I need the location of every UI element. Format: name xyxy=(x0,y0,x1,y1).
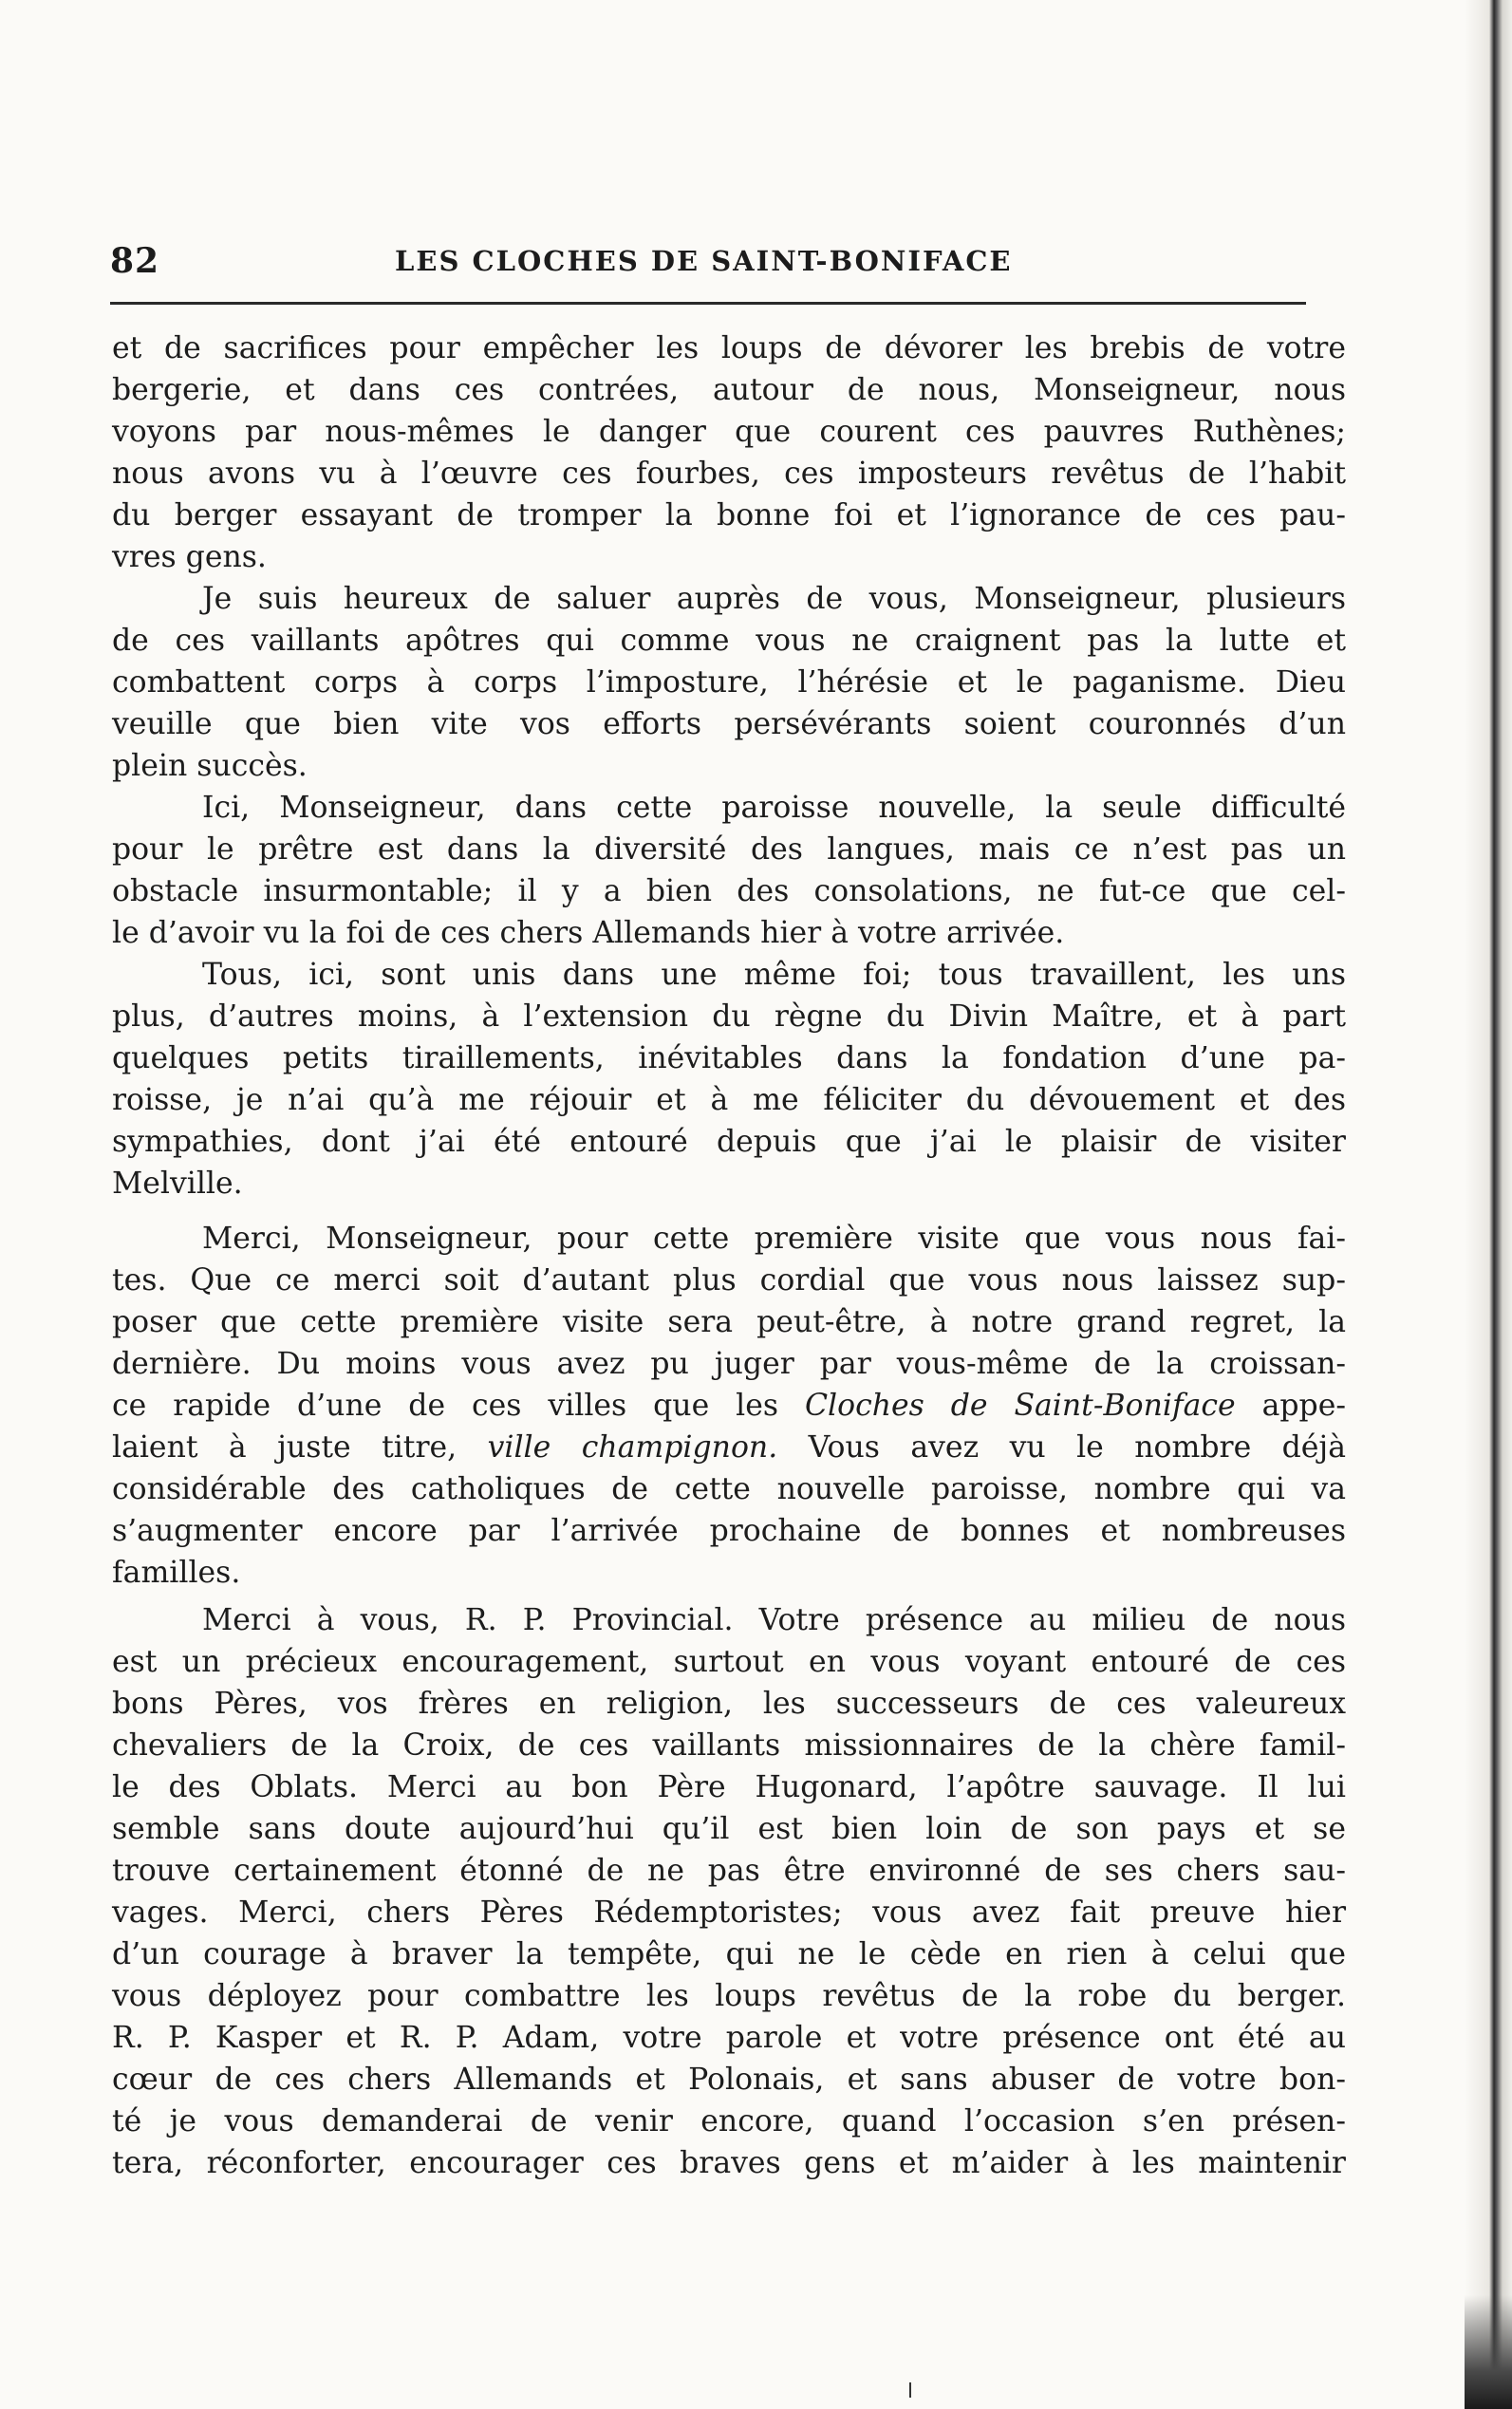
body-text xyxy=(112,327,1346,2184)
text-line: dernière. Du moins vous avez pu juger par vous-même de la croissan- xyxy=(112,1347,1346,1381)
text-line: té je vous demanderai de venir encore, quand l’occasion s’en présen- xyxy=(112,2104,1346,2138)
text-line: combattent corps à corps l’imposture, l’hérésie et le paganisme. Dieu xyxy=(112,665,1346,700)
text-line: bergerie, et dans ces contrées, autour de nous, Monseigneur, nous xyxy=(112,373,1346,407)
page-header xyxy=(110,237,1306,294)
text-line: Tous, ici, sont unis dans une même foi; tous travaillent, les uns xyxy=(202,958,1346,992)
text-line: d’un courage à braver la tempête, qui ne le cède en rien à celui que xyxy=(112,1937,1346,1971)
text-line: cœur de ces chers Allemands et Polonais, et sans abuser de votre bon- xyxy=(112,2063,1346,2097)
text-line: poser que cette première visite sera peut-être, à notre grand regret, la xyxy=(112,1305,1346,1339)
text-line: R. P. Kasper et R. P. Adam, votre parole et votre présence ont été au xyxy=(112,2021,1346,2055)
header-rule xyxy=(110,302,1306,305)
text-fragment: Vous avez vu le nombre déjà xyxy=(808,1430,1346,1465)
text-line: considérable des catholiques de cette nouvelle paroisse, nombre qui va xyxy=(112,1472,1346,1506)
text-line: de ces vaillants apôtres qui comme vous ne craignent pas la lutte et xyxy=(112,624,1346,658)
text-line: voyons par nous-mêmes le danger que courent ces pauvres Ruthènes; xyxy=(112,415,1346,449)
text-line xyxy=(112,1427,1346,1468)
text-line xyxy=(112,1385,1346,1427)
text-line: roisse, je n’ai qu’à me réjouir et à me féliciter du dévouement et des xyxy=(112,1083,1346,1117)
page-edge-shadow xyxy=(1465,0,1512,2409)
text-line: semble sans doute aujourd’hui qu’il est bien loin de son pays et se xyxy=(112,1812,1346,1846)
text-line: bons Pères, vos frères en religion, les successeurs de ces valeureux xyxy=(112,1687,1346,1721)
page-number: 82 xyxy=(110,241,160,281)
text-line: obstacle insurmontable; il y a bien des consolations, ne fut-ce que cel- xyxy=(112,874,1346,908)
text-line: sympathies, dont j’ai été entouré depuis que j’ai le plaisir de visiter xyxy=(112,1125,1346,1159)
scan-smudge xyxy=(1465,2295,1512,2409)
text-line: le des Oblats. Merci au bon Père Hugonard, l’apôtre sauvage. Il lui xyxy=(112,1770,1346,1804)
text-line: tes. Que ce merci soit d’autant plus cordial que vous nous laissez sup- xyxy=(112,1263,1346,1298)
text-line: Ici, Monseigneur, dans cette paroisse nouvelle, la seule difficulté xyxy=(202,791,1346,825)
text-line: et de sacrifices pour empêcher les loups de dévorer les brebis de votre xyxy=(112,331,1346,365)
text-line: trouve certainement étonné de ne pas être environné de ses chers sau- xyxy=(112,1854,1346,1888)
text-line: nous avons vu à l’œuvre ces fourbes, ces imposteurs revêtus de l’habit xyxy=(112,457,1346,491)
text-line: s’augmenter encore par l’arrivée prochaine de bonnes et nombreuses xyxy=(112,1514,1346,1548)
text-line: plein succès. xyxy=(112,749,308,783)
text-line: Melville. xyxy=(112,1167,243,1201)
text-line: vres gens. xyxy=(112,540,267,574)
italic-title: Cloches de Saint-Boniface xyxy=(804,1389,1236,1423)
text-fragment: ce rapide d’une de ces villes que les xyxy=(112,1389,779,1423)
italic-phrase: ville champignon. xyxy=(487,1430,778,1465)
text-line: vages. Merci, chers Pères Rédemptoristes; vous avez fait preuve hier xyxy=(112,1895,1346,1930)
text-line: pour le prêtre est dans la diversité des langues, mais ce n’est pas un xyxy=(112,832,1346,867)
text-line: du berger essayant de tromper la bonne foi et l’ignorance de ces pau- xyxy=(112,498,1346,532)
text-line: veuille que bien vite vos efforts persévérants soient couronnés d’un xyxy=(112,707,1346,741)
text-line: plus, d’autres moins, à l’extension du règne du Divin Maître, et à part xyxy=(112,999,1346,1034)
text-fragment: laient à juste titre, xyxy=(112,1430,457,1465)
running-title: LES CLOCHES DE SAINT-BONIFACE xyxy=(395,245,1013,277)
text-line: tera, réconforter, encourager ces braves gens et m’aider à les maintenir xyxy=(112,2146,1346,2180)
text-line: est un précieux encouragement, surtout en vous voyant entouré de ces xyxy=(112,1645,1346,1679)
text-line: vous déployez pour combattre les loups revêtus de la robe du berger. xyxy=(112,1979,1346,2013)
text-line: chevaliers de la Croix, de ces vaillants missionnaires de la chère famil- xyxy=(112,1728,1346,1763)
text-line: familles. xyxy=(112,1556,241,1590)
text-line: le d’avoir vu la foi de ces chers Allemands hier à votre arrivée. xyxy=(112,916,1065,950)
scan-mark xyxy=(909,2382,911,2398)
text-line: Merci à vous, R. P. Provincial. Votre présence au milieu de nous xyxy=(202,1603,1346,1637)
text-line: quelques petits tiraillements, inévitables dans la fondation d’une pa- xyxy=(112,1041,1346,1075)
text-line: Merci, Monseigneur, pour cette première visite que vous nous fai- xyxy=(202,1222,1346,1256)
text-fragment: appe- xyxy=(1261,1389,1346,1423)
text-line: Je suis heureux de saluer auprès de vous, Monseigneur, plusieurs xyxy=(202,582,1346,616)
